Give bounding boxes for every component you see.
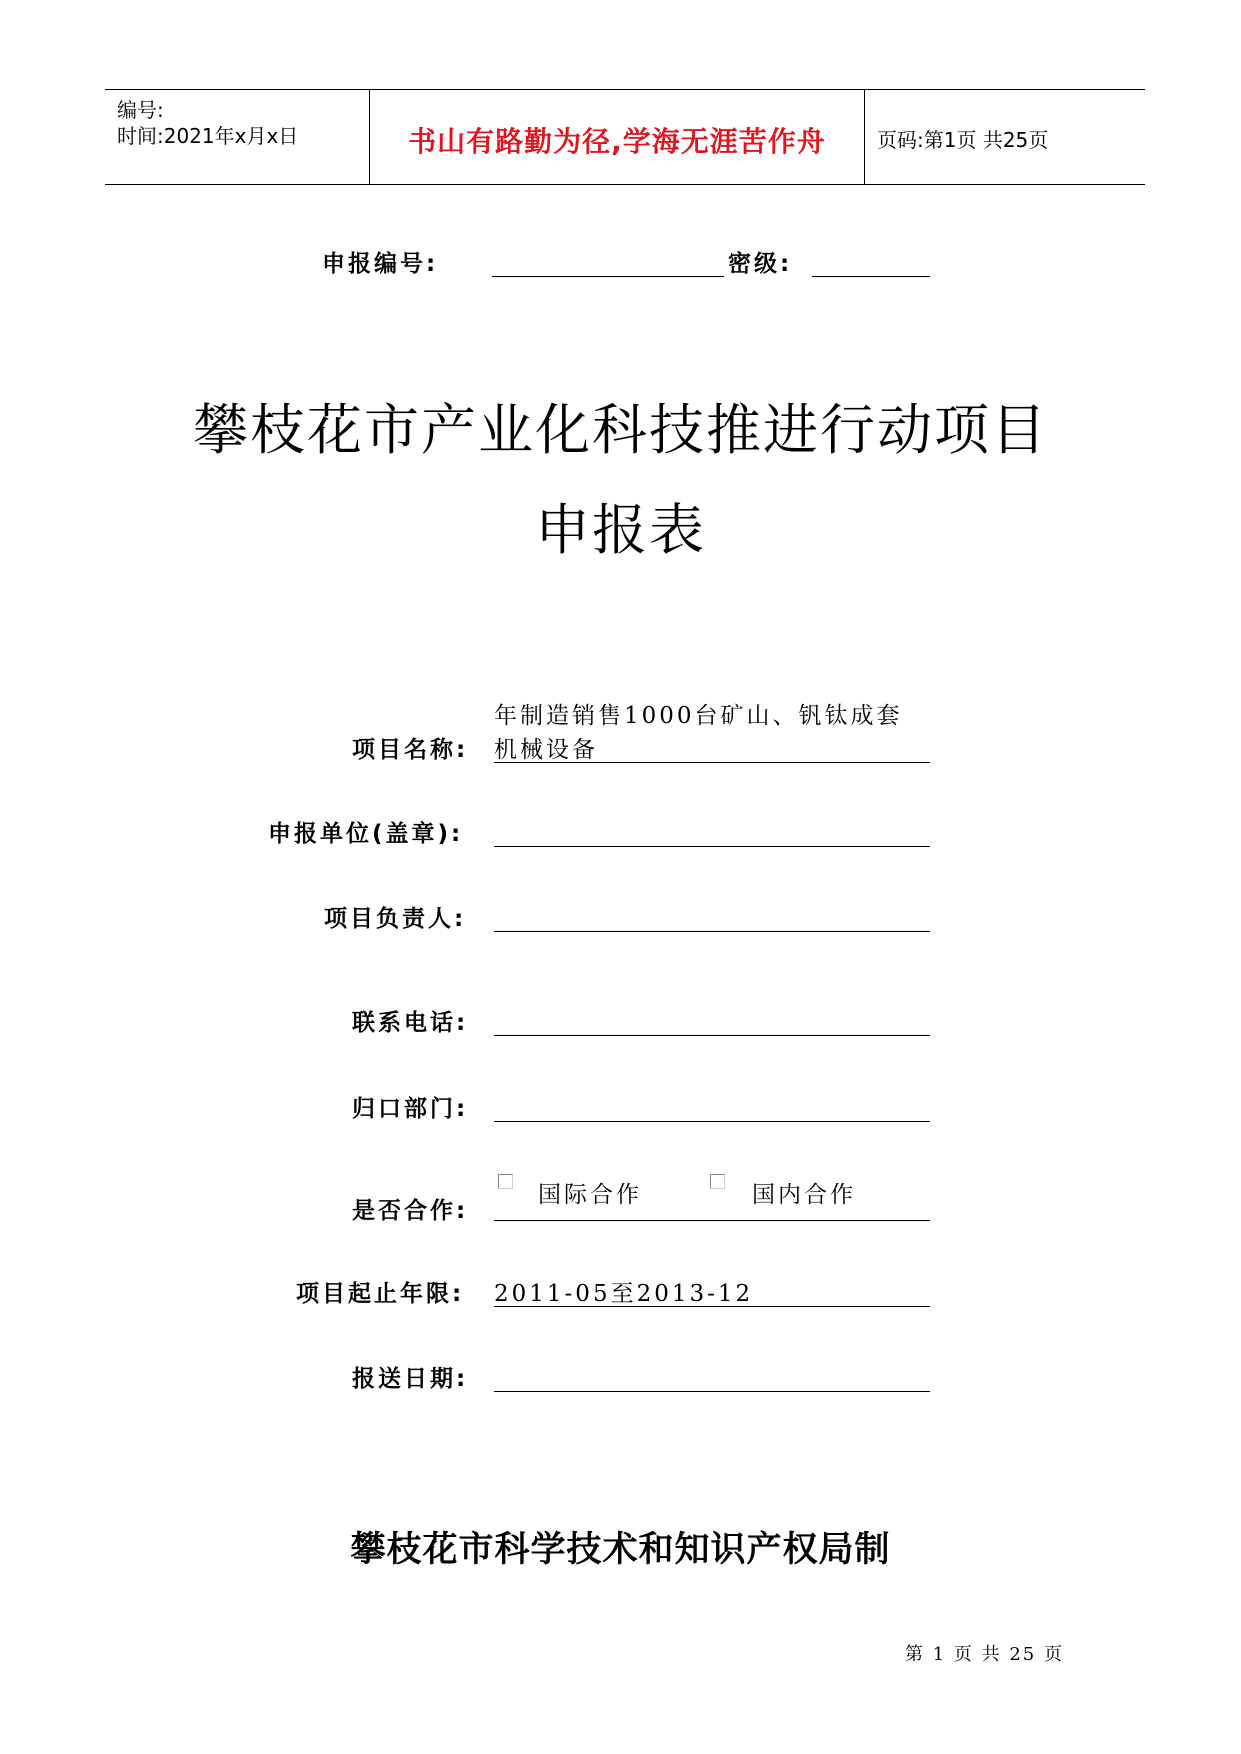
issuer-text: 攀枝花市科学技术和知识产权局制: [350, 1530, 891, 1570]
phone-field[interactable]: [494, 1011, 930, 1036]
header-right-cell: [865, 90, 1145, 184]
header-left-cell: [105, 90, 370, 184]
applicant-unit-label: 申报单位(盖章):: [268, 821, 464, 847]
secret-level-field[interactable]: [812, 252, 930, 277]
applicant-unit-field[interactable]: [494, 822, 930, 847]
project-name-value-line1: 年制造销售1000台矿山、钒钛成套: [494, 703, 903, 729]
doc-number-label: 编号:: [117, 98, 164, 122]
phone-label: 联系电话:: [352, 1010, 469, 1036]
page-info: 页码:第1页 共25页: [877, 128, 1049, 152]
international-coop-checkbox[interactable]: [498, 1174, 513, 1189]
page-footer: 第 1 页 共 25 页: [905, 1644, 1064, 1665]
header-middle-cell: [370, 90, 865, 184]
submission-date-field[interactable]: [494, 1367, 930, 1392]
secret-level-label: 密级:: [728, 251, 793, 277]
report-number-label: 申报编号:: [322, 251, 439, 277]
project-name-field[interactable]: [494, 738, 930, 763]
domestic-coop-checkbox[interactable]: [710, 1174, 725, 1189]
project-leader-label: 项目负责人:: [324, 906, 467, 932]
motto-text: 书山有路勤为径,学海无涯苦作舟: [408, 125, 826, 158]
international-coop-label: 国际合作: [538, 1182, 642, 1208]
domestic-coop-label: 国内合作: [752, 1182, 856, 1208]
project-name-value-line2: 机械设备: [494, 737, 598, 763]
project-leader-field[interactable]: [494, 907, 930, 932]
project-period-value: 2011-05至2013-12: [494, 1281, 754, 1307]
header-table: [105, 89, 1145, 185]
submission-date-label: 报送日期:: [352, 1366, 469, 1392]
report-number-field[interactable]: [492, 252, 724, 277]
document-title-line2: 申报表: [534, 498, 706, 562]
cooperation-label: 是否合作:: [352, 1198, 469, 1224]
document-title-line1: 攀枝花市产业化科技推进行动项目: [192, 398, 1048, 462]
project-period-field[interactable]: [494, 1282, 930, 1307]
department-label: 归口部门:: [352, 1096, 469, 1122]
project-name-label: 项目名称:: [352, 737, 469, 763]
project-period-label: 项目起止年限:: [296, 1281, 465, 1307]
cooperation-field: [494, 1196, 930, 1221]
doc-time-label: 时间:2021年x月x日: [117, 124, 299, 148]
department-field[interactable]: [494, 1097, 930, 1122]
